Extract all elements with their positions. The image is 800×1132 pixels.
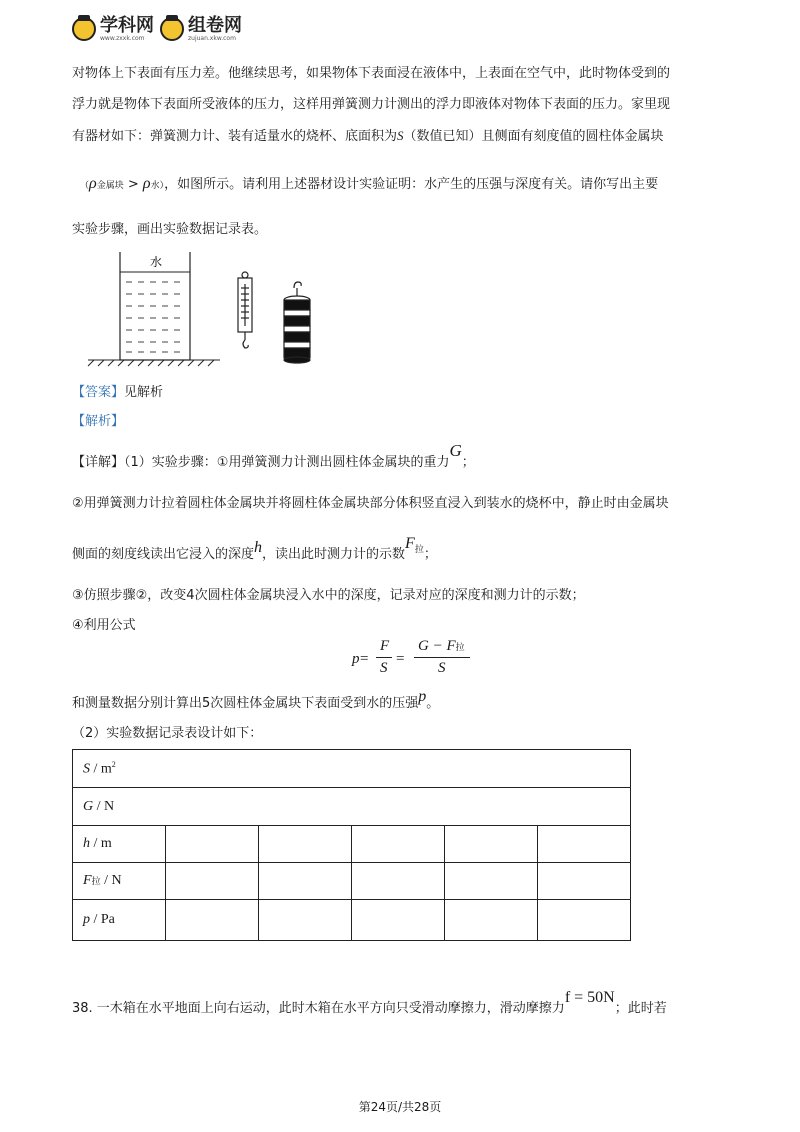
table-cell [352,900,445,941]
detail-step-1: 【详解】（1）实验步骤：①用弹簧测力计测出圆柱体金属块的重力G； [72,441,475,470]
detail-step-7: （2）实验数据记录表设计如下： [72,726,263,741]
detail-step-5: ④利用公式 [72,618,136,633]
table-cell: F拉 / N [73,863,166,900]
body-line-4: （ρ金属块 > ρ水），如图所示。请利用上述器材设计实验证明：水产生的压强与深度有关。请你写出主要 [80,175,659,192]
table-cell [538,863,631,900]
page-number: 第24页/共28页 [358,1100,442,1114]
table-row [73,900,631,941]
table-cell [259,826,352,863]
logo-text: 学科网 [100,14,154,36]
xuekewang-logo [72,14,154,44]
answer-tag: 【答案】 [72,385,125,400]
table-cell [445,863,538,900]
ground-hatch [88,360,220,366]
body-line-2: 浮力就是物体下表面所受液体的压力，这样用弹簧测力计测出的浮力即液体对物体下表面的压力。家里现 [72,97,671,112]
analysis-tag: 【解析】 [72,414,125,429]
table-cell [445,900,538,941]
zujuanwang-logo [160,14,242,44]
water-label: 水 [150,255,163,269]
table-cell [538,826,631,863]
table-cell [538,900,631,941]
spring-scale-icon [238,272,252,348]
table-row [73,863,631,900]
question-38: 38. 一木箱在水平地面上向右运动，此时木箱在水平方向只受滑动摩擦力，滑动摩擦力f = 50N；此时若 [72,989,667,1016]
table-cell [166,863,259,900]
logo-face-icon [160,17,184,41]
table-cell [352,863,445,900]
table-cell: G / N [73,788,631,826]
table-row [73,826,631,863]
body-line-5: 实验步骤，画出实验数据记录表。 [72,222,268,237]
table-cell: h / m [73,826,166,863]
table-cell: p / Pa [73,900,166,941]
logo-face-icon [72,17,96,41]
table-cell [352,826,445,863]
logo-url: www.zxxk.com [100,34,145,42]
detail-step-2: ②用弹簧测力计拉着圆柱体金属块并将圆柱体金属块部分体积竖直浸入到装水的烧杯中，静止时由金属块 [72,496,669,511]
table-cell: S / $m^2$ [73,750,631,788]
table-cell [445,826,538,863]
logo-text: 组卷网 [188,14,242,36]
table-cell [166,826,259,863]
answer-line: 【答案】见解析 [72,385,164,400]
experiment-figure [80,248,320,373]
logo-url: zujuan.xkw.com [188,34,236,42]
table-cell [166,900,259,941]
body-line-3: 有器材如下：弹簧测力计、装有适量水的烧杯、底面积为S（数值已知）且侧面有刻度值的圆柱体金属块 [72,128,664,144]
table-row [73,788,631,826]
table-cell [259,863,352,900]
body-line-1: 对物体上下表面有压力差。他继续思考，如果物体下表面浸在液体中，上表面在空气中，此时物体受到的 [72,66,671,81]
data-record-table [72,749,631,941]
metal-cylinder-icon [284,282,310,363]
table-row [73,750,631,788]
detail-step-4: ③仿照步骤②，改变4次圆柱体金属块浸入水中的深度，记录对应的深度和测力计的示数； [72,588,585,603]
table-cell [259,900,352,941]
detail-step-6: 和测量数据分别计算出5次圆柱体金属块下表面受到水的压强p。 [72,688,440,711]
detail-step-3: 侧面的刻度线读出它浸入的深度h，读出此时测力计的示数$F^拉$； [72,535,437,562]
